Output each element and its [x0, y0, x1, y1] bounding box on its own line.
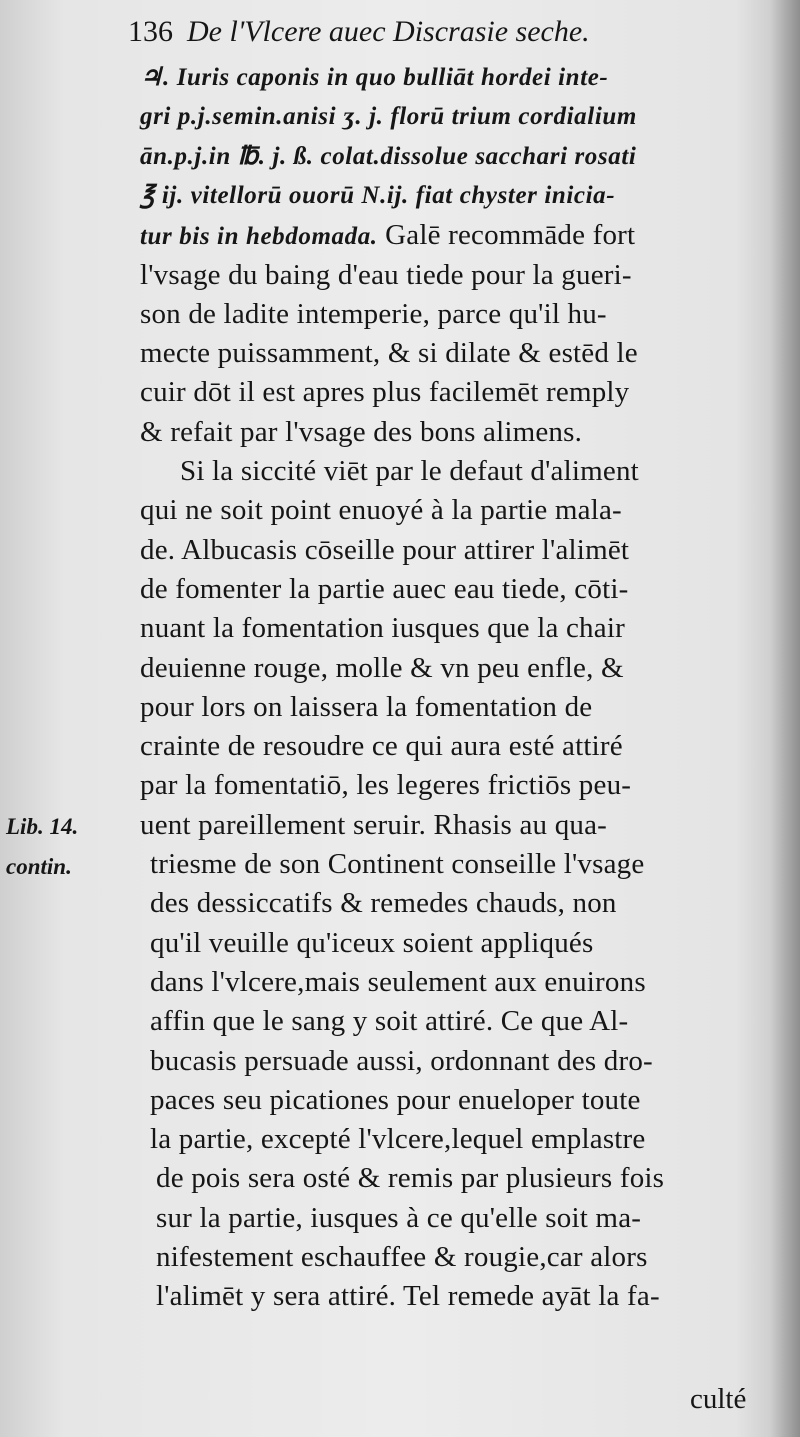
- text-line: par la fomentatiō, les legeres frictiōs peu-: [140, 769, 632, 801]
- text-line: cuir dōt il est apres plus facilemēt remply: [140, 376, 630, 408]
- text-line: dans l'vlcere,mais seulement aux enuirons: [150, 966, 646, 998]
- margin-note-book: Lib. 14.: [6, 814, 79, 839]
- text-line: triesme de son Continent conseille l'vsage: [150, 848, 645, 880]
- text-line: nifestement eschauffee & rougie,car alors: [156, 1241, 648, 1273]
- text-line: deuienne rouge, molle & vn peu enfle, &: [140, 652, 624, 684]
- text-line: sur la partie, iusques à ce qu'elle soit ma-: [156, 1202, 642, 1234]
- text-line: bucasis persuade aussi, ordonnant des dro-: [150, 1045, 653, 1077]
- text-line: affin que le sang y soit attiré. Ce que Al-: [150, 1005, 629, 1037]
- text-line: de pois sera osté & remis par plusieurs fois: [156, 1162, 665, 1194]
- text-line: ♃. Iuris caponis in quo bulliāt hordei inte-: [140, 64, 609, 91]
- prescription-text: tur bis in hebdomada.: [140, 223, 378, 250]
- text-line: paces seu picationes pour enueloper toute: [150, 1084, 641, 1116]
- body-text-run: Galē recommāde fort: [377, 219, 636, 251]
- text-line: qui ne soit point enuoyé à la partie mala-: [140, 494, 622, 526]
- running-header: [128, 12, 728, 52]
- page-number: 136: [128, 15, 173, 48]
- text-line: crainte de resoudre ce qui aura esté attiré: [140, 730, 623, 762]
- catchword: culté: [690, 1383, 747, 1415]
- text-line: mecte puissamment, & si dilate & estēd le: [140, 337, 638, 369]
- text-line: ℥ ij. vitellorū ouorū N.ij. fiat chyster inicia-: [140, 182, 616, 209]
- text-line: l'alimēt y sera attiré. Tel remede ayāt la fa-: [156, 1280, 660, 1312]
- text-line: la partie, excepté l'vlcere,lequel emplastre: [150, 1123, 646, 1155]
- text-line: son de ladite intemperie, parce qu'il hu-: [140, 298, 607, 330]
- text-line: pour lors on laissera la fomentation de: [140, 691, 593, 723]
- text-line: qu'il veuille qu'iceux soient appliqués: [150, 927, 594, 959]
- text-line: de fomenter la partie auec eau tiede, cōti-: [140, 573, 629, 605]
- text-line: [140, 217, 635, 255]
- text-line: des dessiccatifs & remedes chauds, non: [150, 887, 617, 919]
- text-line: gri p.j.semin.anisi ʒ. j. florū trium cordialium: [140, 103, 637, 130]
- page-edge-shadow: [770, 0, 800, 1437]
- running-title: De l'Vlcere auec Discrasie seche.: [187, 15, 590, 48]
- text-line: de. Albucasis cōseille pour attirer l'alimēt: [140, 534, 630, 566]
- text-line: Si la siccité viēt par le defaut d'aliment: [180, 455, 639, 487]
- text-line: uent pareillement seruir. Rhasis au qua-: [140, 809, 608, 841]
- text-line: ān.p.j.in ℔. j. ß. colat.dissolue sacchari rosati: [140, 143, 637, 170]
- text-line: & refait par l'vsage des bons alimens.: [140, 416, 583, 448]
- text-line: l'vsage du baing d'eau tiede pour la gueri-: [140, 259, 632, 291]
- text-line: nuant la fomentation iusques que la chair: [140, 612, 625, 644]
- margin-note-source: contin.: [6, 854, 72, 879]
